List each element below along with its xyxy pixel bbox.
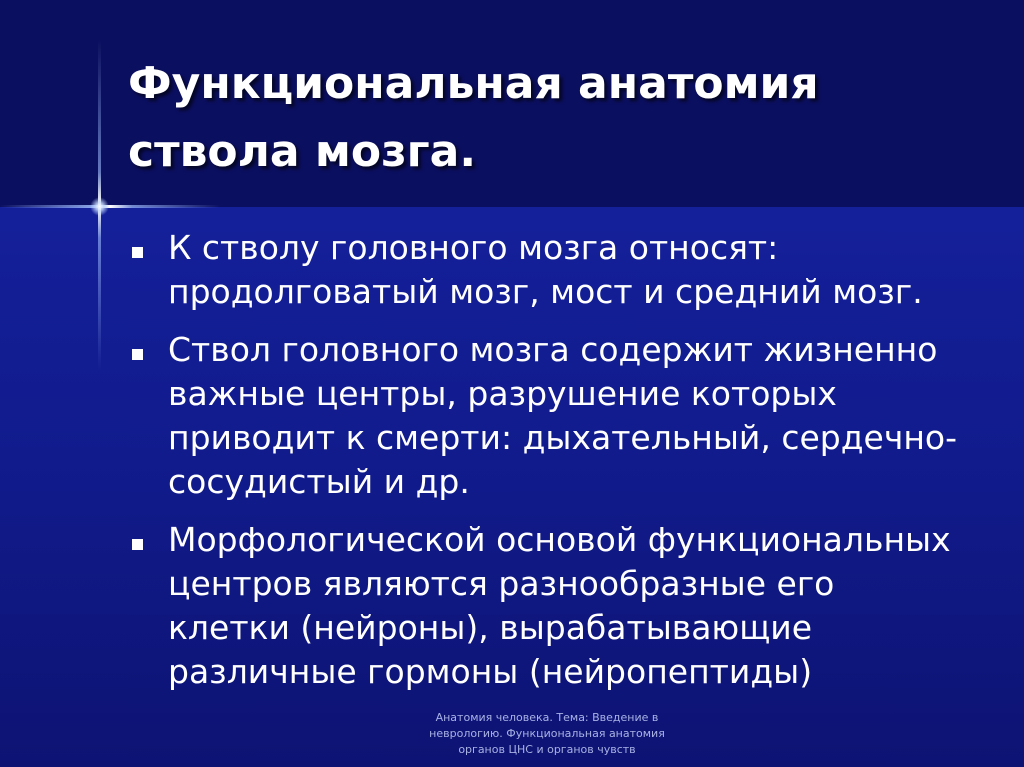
bullet-item xyxy=(128,328,958,504)
square-bullet-icon xyxy=(132,539,143,550)
bullet-item xyxy=(128,518,958,694)
slide-title: Функциональная анатомия ствола мозга. xyxy=(128,58,819,177)
bullet-item xyxy=(128,226,958,314)
square-bullet-icon xyxy=(132,349,143,360)
bullet-list xyxy=(128,226,958,708)
star-flare-core xyxy=(90,197,109,216)
square-bullet-icon xyxy=(132,247,143,258)
star-flare-horizontal-ray xyxy=(0,205,220,208)
bullet-text: Морфологической основой функциональных центров являются разнообразные его клетки (нейроны), вырабатывающие различные гормоны (нейропептиды) xyxy=(168,520,951,691)
slide-footer: Анатомия человека. Тема: Введение в неврологию. Функциональная анатомия органов ЦНС и органов чувств xyxy=(429,711,665,756)
bullet-text: Ствол головного мозга содержит жизненно важные центры, разрушение которых приводит к смерти: дыхательный, сердечно-сосудистый и др. xyxy=(168,330,958,501)
bullet-text: К стволу головного мозга относят: продолговатый мозг, мост и средний мозг. xyxy=(168,228,923,311)
